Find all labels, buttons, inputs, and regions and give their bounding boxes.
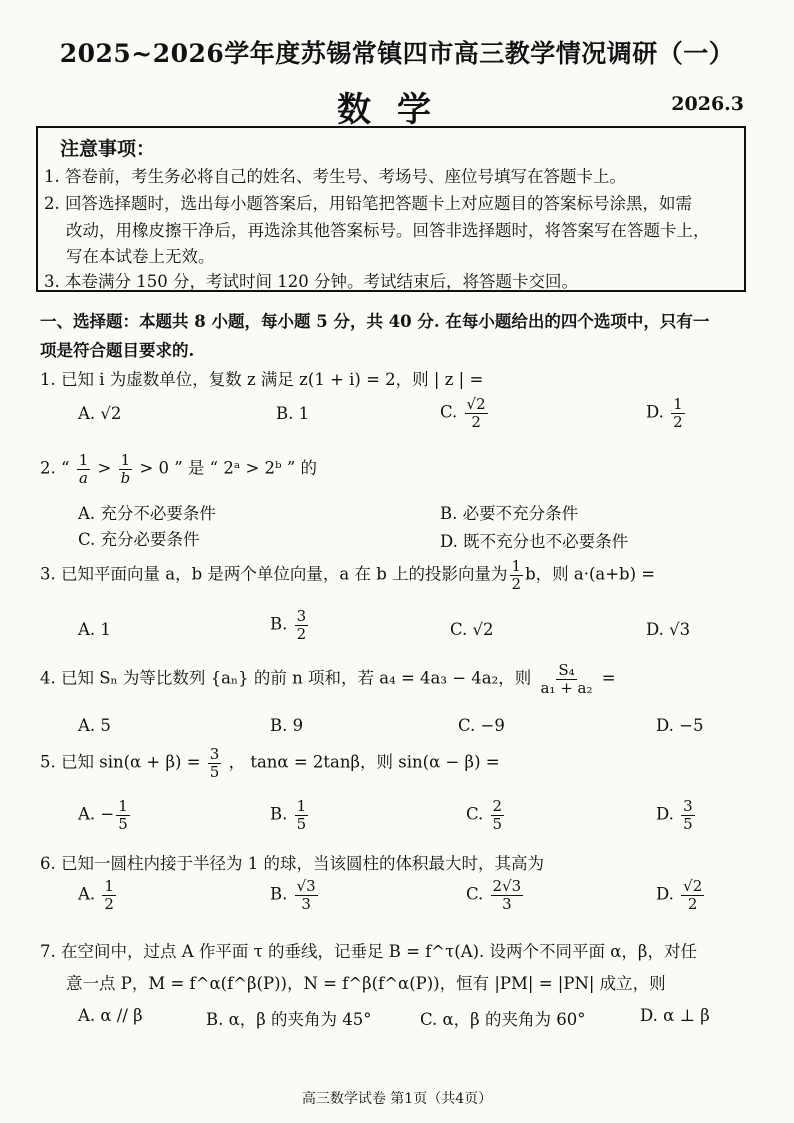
notice-heading: 注意事项： — [60, 138, 156, 160]
question-5-option-d: D. $\frac{3}{5}$ — [656, 797, 693, 833]
question-6-stem: 6. 已知一圆柱内接于半径为 1 的球，当该圆柱的体积最大时，其高为 — [40, 854, 544, 873]
question-4-option-c: C. −9 — [458, 716, 505, 735]
notice-line-4: 写在本试卷上无效。 — [66, 247, 215, 266]
question-3-option-b: B. $\frac{3}{2}$ — [270, 607, 307, 643]
question-3-option-d: D. √3 — [646, 620, 691, 639]
question-2-option-d: D. 既不充分也不必要条件 — [440, 532, 629, 551]
question-7-option-c: C. α，β 的夹角为 60° — [420, 1010, 586, 1029]
notice-line-2: 2. 回答选择题时，选出每小题答案后，用铅笔把答题卡上对应题目的答案标号涂黑，如需 — [44, 194, 692, 213]
question-6-option-a: A. $\frac{1}{2}$ — [78, 877, 114, 913]
question-4-stem: 4. 已知 Sₙ 为等比数列 {aₙ} 的前 n 项和，若 a₄ = 4a₃ − 4a₂，则 $\frac{\text{S₄}}{\text{a₁ + a₂}}$ = — [40, 661, 616, 697]
question-5-option-a: A. − $\frac{1}{5}$ — [78, 797, 128, 833]
question-3-stem: 3. 已知平面向量 a，b 是两个单位向量，a 在 b 上的投影向量为 $\frac{1}{2}$ b，则 a·(a+b) = — [40, 557, 656, 593]
notice-line-5: 3. 本卷满分 150 分，考试时间 120 分钟。考试结束后，将答题卡交回。 — [44, 272, 578, 291]
question-7-line-1: 7. 在空间中，过点 A 作平面 τ 的垂线，记垂足 B = f^τ(A). 设两个不同平面 α，β，对任 — [40, 942, 697, 961]
notice-line-1: 1. 答卷前，考生务必将自己的姓名、考生号、考场号、座位号填写在答题卡上。 — [44, 167, 626, 186]
exam-date: 2026.3 — [671, 93, 744, 115]
question-4-option-b: B. 9 — [270, 716, 304, 735]
section-heading-line-2: 项是符合题目要求的. — [40, 341, 195, 360]
question-2-option-c: C. 充分必要条件 — [78, 530, 200, 549]
question-7-line-2: 意一点 P，M = f^α(f^β(P))，N = f^β(f^α(P))，恒有 |PM| = |PN| 成立，则 — [66, 974, 666, 993]
question-7-option-a: A. α // β — [78, 1006, 143, 1025]
page-footer: 高三数学试卷 第1页（共4页） — [301, 1091, 493, 1107]
question-7-option-d: D. α ⊥ β — [640, 1006, 710, 1025]
question-2-option-b: B. 必要不充分条件 — [440, 504, 579, 523]
question-3-option-a: A. 1 — [78, 620, 111, 639]
question-7-option-b: B. α，β 的夹角为 45° — [206, 1010, 372, 1029]
question-1-option-d: D. $\frac{1}{2}$ — [646, 395, 683, 431]
question-2-option-a: A. 充分不必要条件 — [78, 504, 216, 523]
question-3-option-c: C. √2 — [450, 620, 494, 639]
question-2-stem: 2. “ $\frac{1}{a}$ > $\frac{1}{b}$ > 0 ” 是 “ 2ᵃ > 2ᵇ ” 的 — [40, 451, 318, 487]
question-4-option-d: D. −5 — [656, 716, 704, 735]
question-5-stem: 5. 已知 sin(α + β) = $\frac{3}{5}$ ， tanα = 2tanβ，则 sin(α − β) = — [40, 745, 500, 781]
question-6-option-c: C. $\frac{2√3}{3}$ — [466, 877, 522, 913]
notice-line-3: 改动，用橡皮擦干净后，再选涂其他答案标号。回答非选择题时，将答案写在答题卡上， — [66, 221, 710, 240]
question-6-option-d: D. $\frac{√2}{2}$ — [656, 877, 703, 913]
question-6-option-b: B. $\frac{√3}{3}$ — [270, 877, 316, 913]
question-5-option-b: B. $\frac{1}{5}$ — [270, 797, 307, 833]
question-1-stem: 1. 已知 i 为虚数单位，复数 z 满足 z(1 + i) = 2，则 | z | = — [40, 370, 484, 389]
section-heading-line-1: 一、选择题：本题共 8 小题，每小题 5 分，共 40 分. 在每小题给出的四个选项中，只有一 — [40, 312, 710, 331]
question-4-option-a: A. 5 — [78, 716, 111, 735]
question-1-option-c: C. $\frac{√2}{2}$ — [440, 395, 486, 431]
exam-title: 2025~2026学年度苏锡常镇四市高三教学情况调研（一） — [59, 39, 735, 68]
subject-title: 数学 — [337, 90, 457, 130]
question-5-option-c: C. $\frac{2}{5}$ — [466, 797, 503, 833]
question-1-option-b: B. 1 — [276, 404, 310, 423]
question-1-option-a: A. √2 — [78, 404, 122, 423]
